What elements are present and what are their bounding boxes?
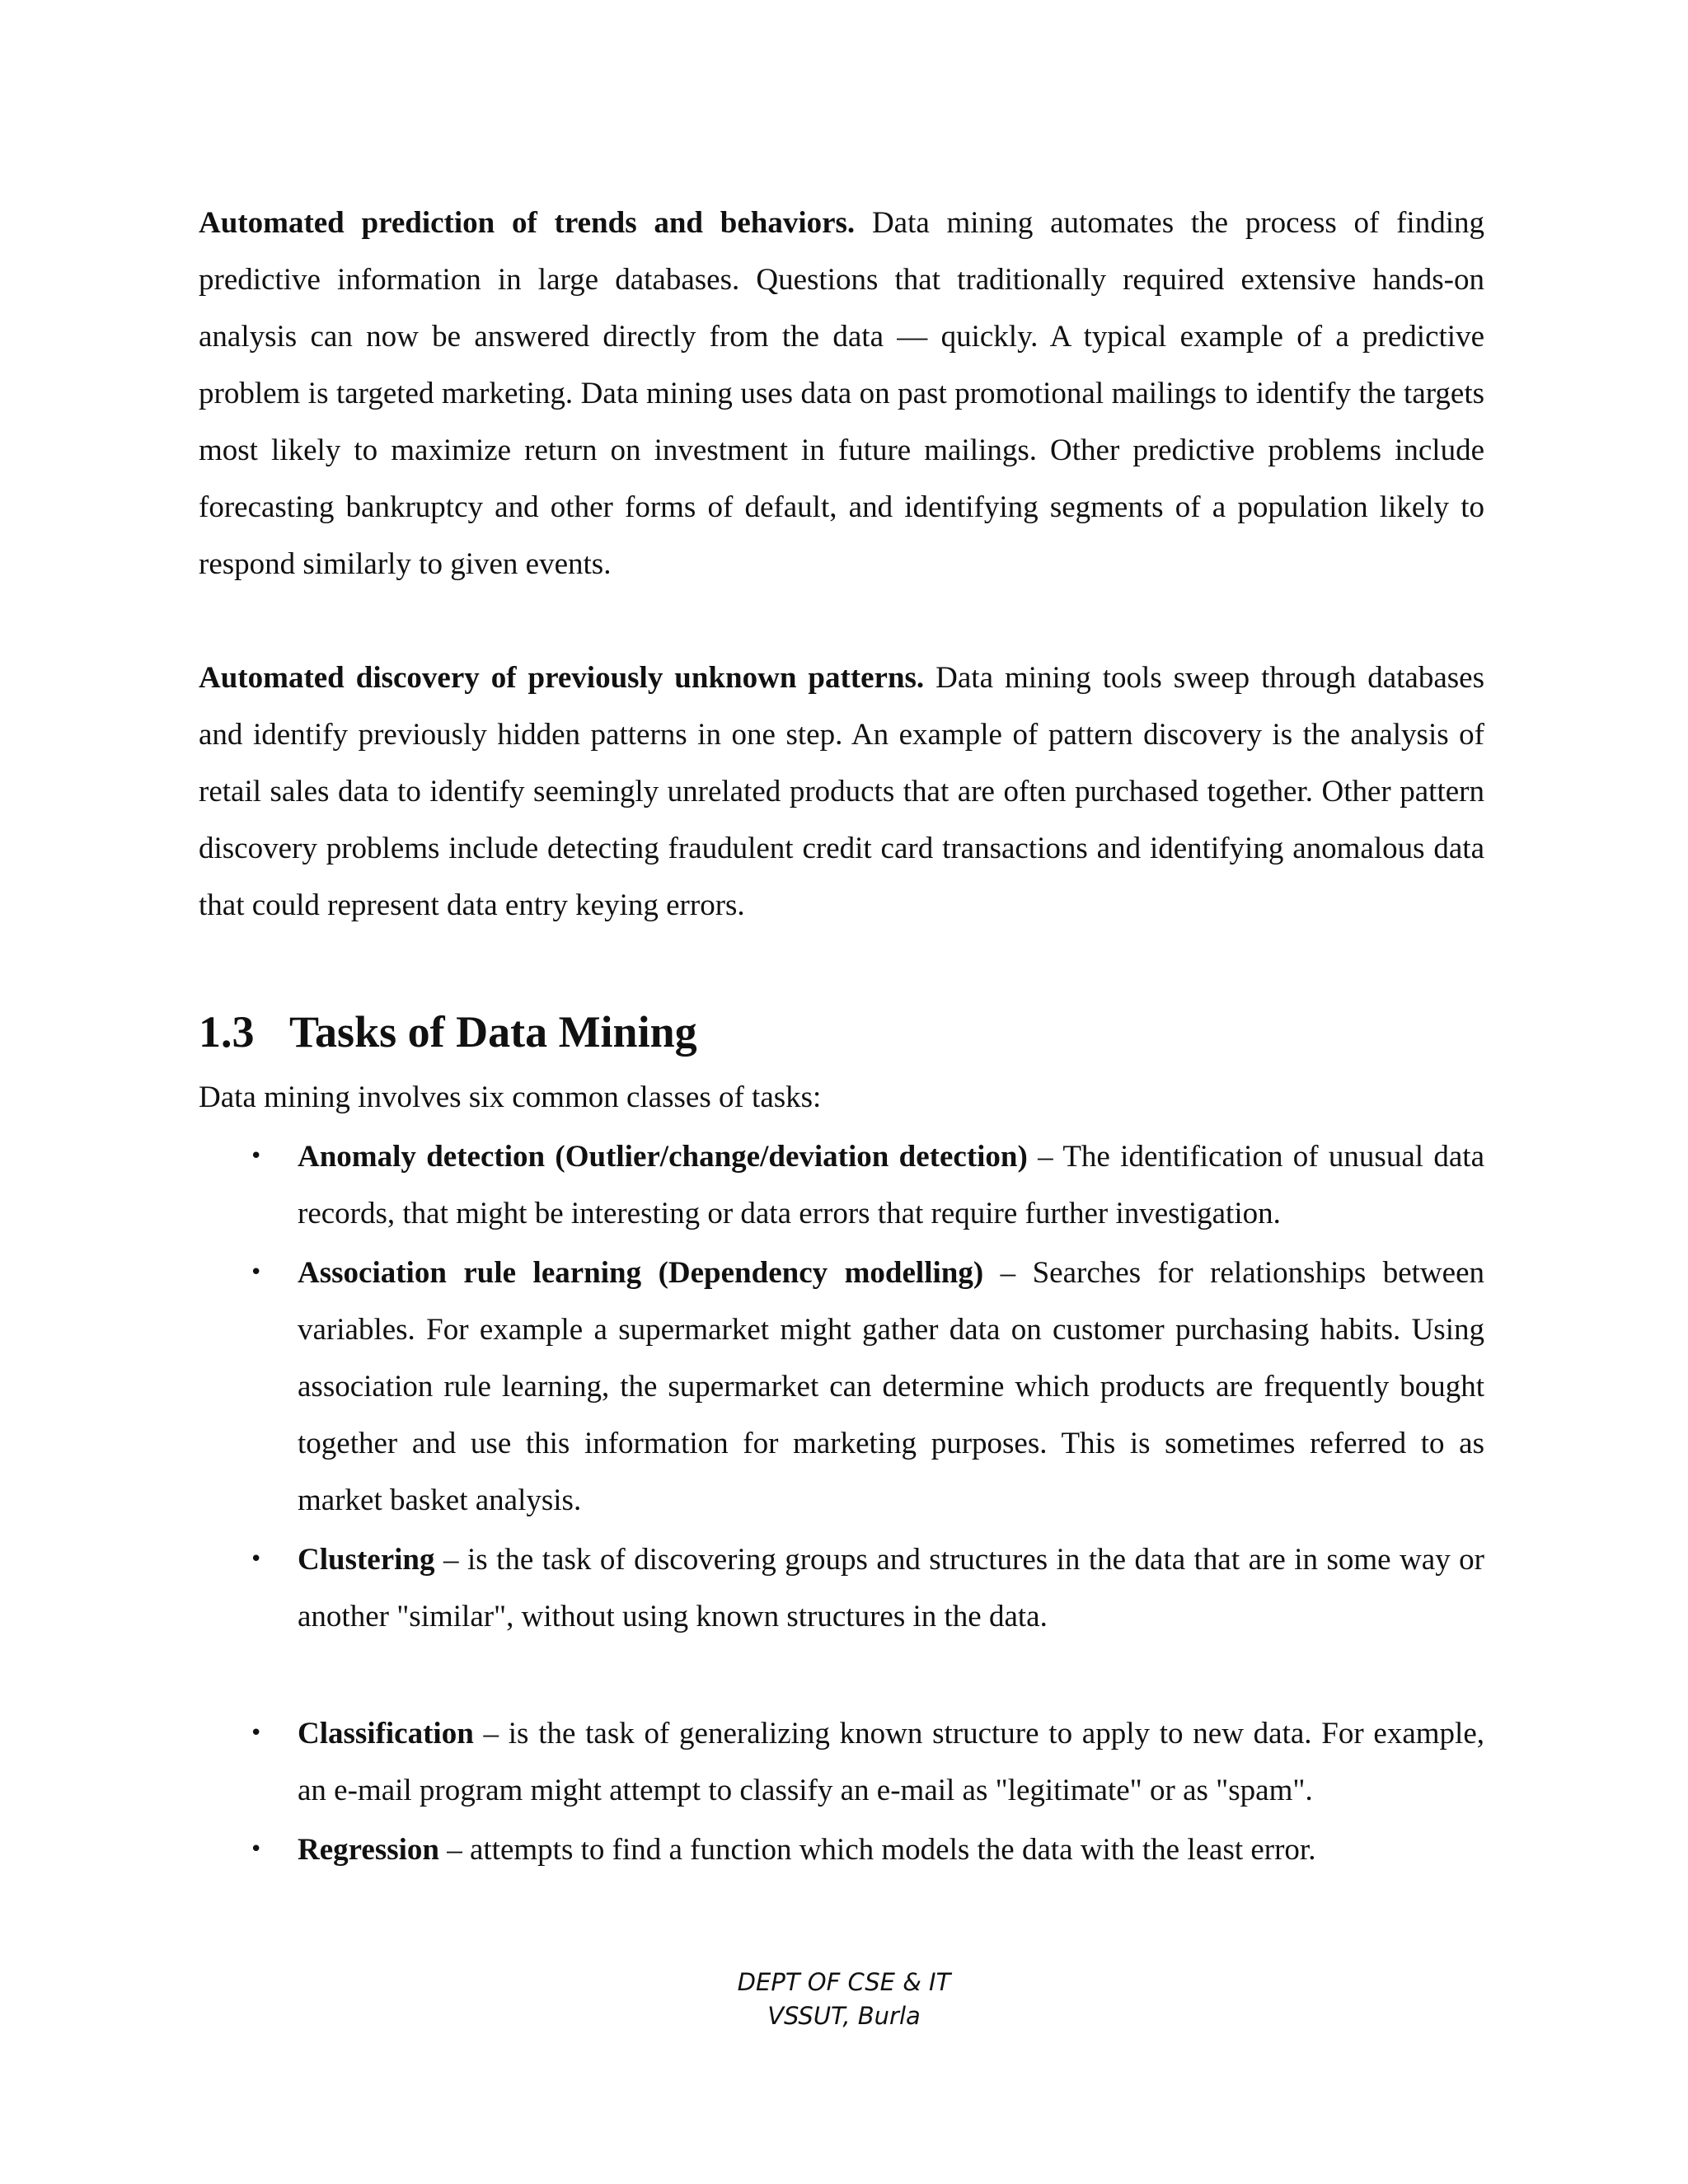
paragraph-body: Data mining automates the process of finding predictive information in large databases. Questions that traditionally required extensive hands-on analysis can now be answered directly from the data — quickly. A typical example of a predictive problem is targeted marketing. Data mining uses data on past promotional mailings to identify the targets most likely to maximize return on investment in future mailings. Other predictive problems include forecasting bankruptcy and other forms of default, and identifying segments of a population likely to respond similarly to given events. xyxy=(199,206,1484,581)
task-description: – is the task of discovering groups and structures in the data that are in some way or another "similar", without using known structures in the data. xyxy=(298,1543,1484,1633)
task-term: Anomaly detection (Outlier/change/deviation detection) xyxy=(298,1140,1028,1174)
task-description: – The identification of unusual data records, that might be interesting or data errors that require further investigation. xyxy=(298,1140,1484,1230)
list-item-regression xyxy=(199,1821,1484,1878)
paragraph-lead: Automated discovery of previously unknown patterns. xyxy=(199,661,925,695)
bullet-icon: • xyxy=(250,1144,263,1169)
bullet-icon: • xyxy=(250,1721,263,1746)
list-item-clustering xyxy=(199,1531,1484,1645)
task-list xyxy=(199,1128,1484,1878)
task-term: Clustering xyxy=(298,1543,435,1577)
section-heading xyxy=(199,1003,1484,1061)
list-item-association-rule-learning xyxy=(199,1244,1484,1529)
footer-department: DEPT OF CSE & IT xyxy=(737,1968,951,1996)
task-term: Regression xyxy=(298,1833,439,1867)
paragraph-body: Data mining tools sweep through databases and identify previously hidden patterns in one step. An example of pattern discovery is the analysis of retail sales data to identify seemingly unrelated products that are often purchased together. Other pattern discovery problems include detecting fraudulent credit card transactions and identifying anomalous data that could represent data entry keying errors. xyxy=(199,661,1484,922)
task-term: Classification xyxy=(298,1717,474,1750)
footer-institution: VSSUT, Burla xyxy=(767,2002,921,2030)
section-number: 1.3 xyxy=(199,1007,255,1057)
page-content xyxy=(199,194,1484,1878)
paragraph-lead: Automated prediction of trends and behaviors. xyxy=(199,206,856,240)
paragraph-prediction xyxy=(199,194,1484,593)
list-item-classification xyxy=(199,1705,1484,1819)
task-term: Association rule learning (Dependency modelling) xyxy=(298,1256,984,1290)
bullet-icon: • xyxy=(250,1260,263,1285)
task-description: – attempts to find a function which models the data with the least error. xyxy=(438,1833,1316,1867)
list-item-anomaly-detection xyxy=(199,1128,1484,1242)
bullet-icon: • xyxy=(250,1837,263,1862)
section-title: Tasks of Data Mining xyxy=(289,1007,697,1057)
task-description: – is the task of generalizing known structure to apply to new data. For example, an e-mail program might attempt to classify an e-mail as "legitimate" or as "spam". xyxy=(298,1717,1484,1807)
section-intro: Data mining involves six common classes of tasks: xyxy=(199,1080,822,1114)
task-description: – Searches for relationships between variables. For example a supermarket might gather data on customer purchasing habits. Using association rule learning, the supermarket can determine which products are frequently bought together and use this information for marketing purposes. This is sometimes referred to as market basket analysis. xyxy=(298,1256,1484,1517)
bullet-icon: • xyxy=(250,1547,263,1572)
paragraph-discovery xyxy=(199,649,1484,934)
